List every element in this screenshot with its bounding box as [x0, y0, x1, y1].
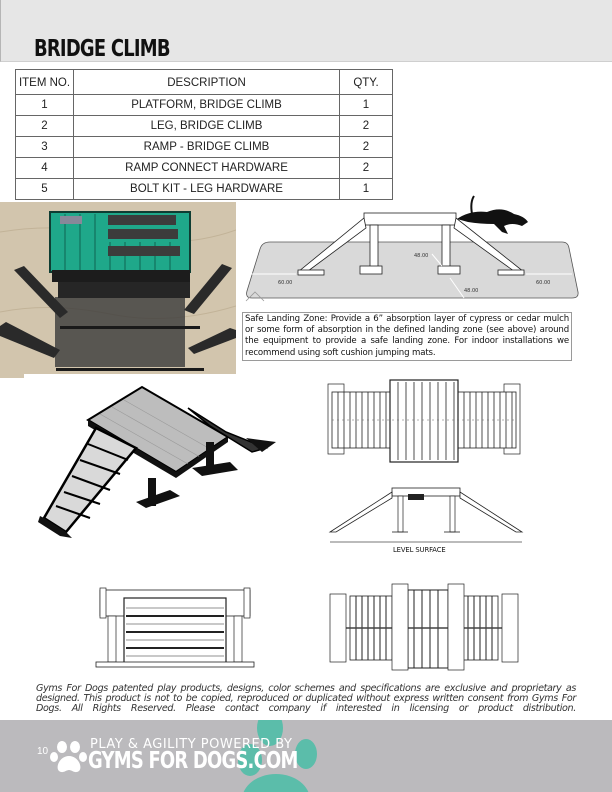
header-description: DESCRIPTION	[74, 70, 340, 95]
page-title: BRIDGE CLIMB	[34, 36, 170, 62]
dimension-label: 48.00	[414, 253, 429, 259]
item-qty: 1	[340, 179, 393, 200]
item-description: BOLT KIT - LEG HARDWARE	[74, 179, 340, 200]
item-description: PLATFORM, BRIDGE CLIMB	[74, 95, 340, 116]
parts-table-header	[16, 70, 393, 95]
dimension-label: 48.00	[464, 288, 479, 294]
footer-brand: GYMS FOR DOGS.COM	[88, 748, 298, 774]
table-row	[16, 137, 393, 158]
item-description: RAMP CONNECT HARDWARE	[74, 158, 340, 179]
header-qty: QTY.	[340, 70, 393, 95]
table-row	[16, 95, 393, 116]
dimension-label: 60.00	[536, 280, 551, 286]
table-row	[16, 158, 393, 179]
item-no: 2	[16, 116, 74, 137]
item-qty: 2	[340, 116, 393, 137]
side-elevation-drawing	[326, 484, 526, 544]
paw-logo-icon	[50, 740, 88, 776]
table-row	[16, 116, 393, 137]
landing-zone-diagram	[242, 192, 580, 304]
header-item-no: ITEM NO.	[16, 70, 74, 95]
parts-table	[15, 69, 393, 200]
level-surface-label: LEVEL SURFACE	[393, 546, 446, 554]
item-qty: 2	[340, 158, 393, 179]
isometric-drawing	[30, 382, 280, 542]
item-qty: 1	[340, 95, 393, 116]
footer-tagline: PLAY & AGILITY POWERED BY	[90, 737, 293, 752]
item-no: 3	[16, 137, 74, 158]
disclaimer-text: Gyms For Dogs patented play products, designs, color schemes and specifications are exclusive and proprietary as designed. This product is not to be copied, reproduced or duplicated without express written consent from Gyms For Dogs. All Rights Reserved. Please contact company if interested in licensing or product distribution.	[36, 683, 576, 715]
front-elevation-drawing	[94, 580, 258, 670]
item-description: LEG, BRIDGE CLIMB	[74, 116, 340, 137]
top-plan-drawing	[326, 378, 522, 466]
landing-zone-note: Safe Landing Zone: Provide a 6” absorption layer of cypress or cedar mulch or some form of absorption in the defined landing zone (see above) around the equipment to provide a safe landing zone. For indoor installations we recommend using soft cushion jumping mats.	[242, 312, 572, 361]
product-photo	[0, 202, 236, 378]
item-no: 4	[16, 158, 74, 179]
item-no: 5	[16, 179, 74, 200]
dimension-label: 60.00	[278, 280, 293, 286]
page-number: 10	[37, 746, 49, 757]
bottom-plan-drawing	[326, 582, 522, 672]
item-qty: 2	[340, 137, 393, 158]
item-description: RAMP - BRIDGE CLIMB	[74, 137, 340, 158]
footer-band	[0, 720, 612, 792]
item-no: 1	[16, 95, 74, 116]
